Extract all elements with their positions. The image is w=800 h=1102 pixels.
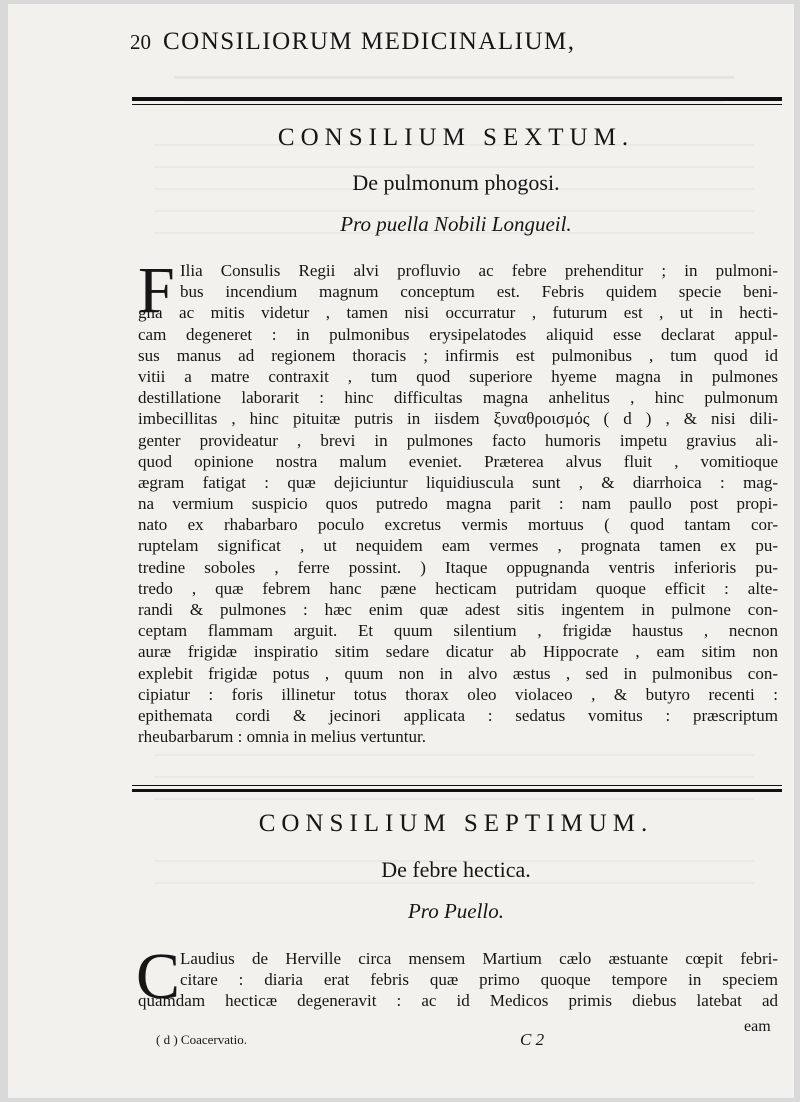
text-line: nato ex rhabarbaro poculo excretus vermis mortuus ( quod tantam cor- — [138, 515, 778, 535]
text-line: quamdam hecticæ degeneravit : ac id Medicos primis diebus latebat ad — [138, 991, 778, 1011]
text-line: Laudius de Herville circa mensem Martium cælo æstuante cœpit febri- — [180, 949, 778, 968]
running-title: CONSILIORUM MEDICINALIUM, — [163, 28, 576, 55]
text-line: cipiatur : foris illinetur totus thorax oleo violaceo , & butyro recenti : — [138, 684, 778, 704]
section-subtitle: De pulmonum phogosi. — [352, 170, 560, 195]
page-number: 20 — [130, 30, 151, 54]
section-rule-thick — [132, 789, 782, 792]
section-dedication: Pro Puello. — [407, 899, 505, 923]
header-rule-thin — [132, 104, 782, 105]
footnote: ( d ) Coacervatio. — [156, 1032, 247, 1047]
catchword: eam — [744, 1018, 771, 1035]
book-page — [8, 4, 794, 1098]
section-body — [138, 948, 778, 1012]
section-heading: CONSILIUM SEPTIMUM. — [258, 810, 654, 837]
text-line: tredo , quæ febrem hanc pæne hecticam putridam quoque efficit : alte- — [138, 578, 778, 598]
text-line: destillatione laborarit : hinc difficultas magna anhelitus , hinc pulmonum — [138, 388, 778, 408]
text-line: Ilia Consulis Regii alvi profluvio ac febre prehenditur ; in pulmoni- — [180, 261, 778, 280]
text-line: tredine soboles , ferre possint. ) Itaque oppugnanda ventris inferioris pu- — [138, 557, 778, 577]
text-line: cam degeneret : in pulmonibus erysipelatodes aliquid esse declarat appul- — [138, 324, 778, 344]
text-line: ruptelam significat , ut nequidem eam vermes , prognata tamen ex pu- — [138, 536, 778, 556]
section-subtitle: De febre hectica. — [381, 857, 531, 882]
text-line: vitii a matre contraxit , tum quod superiore hyeme magna in pulmones — [138, 366, 778, 386]
drop-capital: F — [138, 254, 175, 327]
text-line: genter provideatur , brevi in pulmones facto humoris impetu gravius ali- — [138, 430, 778, 450]
text-line: randi & pulmones : hæc enim quæ adest sitis ingentem in pulmone con- — [138, 600, 778, 619]
drop-capital: C — [136, 940, 181, 1013]
signature-mark: C 2 — [520, 1030, 545, 1049]
text-line: imbecillitas , hinc pituitæ putris in iisdem ξυναθροισμός ( d ) , & nisi dili- — [138, 409, 779, 429]
text-line: na vermium suspicio quos putredo magna parit : nam paullo post propi- — [138, 494, 778, 514]
text-line: quod opinione nostra malum eveniet. Præterea alvus fluit , vomitioque — [138, 451, 778, 471]
text-line: ægram fatigat : quæ dejiciuntur liquidiuscula sunt , & diarrhoica : mag- — [138, 472, 778, 492]
section-rule-thin — [132, 785, 782, 786]
text-line: gna ac mitis videtur , tamen nisi occurratur , futurum est , ut in hecti- — [138, 303, 778, 323]
text-line: ceptam flammam arguit. Et quum silentium , frigidæ haustus , necnon — [138, 621, 778, 641]
section-heading: CONSILIUM SEXTUM. — [277, 124, 635, 151]
section-body — [138, 254, 779, 747]
text-line: citare : diaria erat febris quæ primo quoque tempore in speciem — [180, 970, 778, 990]
text-line: explebit frigidæ potus , quum non in alvo æstus , sed in pulmonibus con- — [138, 663, 778, 683]
text-line: rheubarbarum : omnia in melius vertuntur. — [138, 727, 426, 747]
text-line: sus manus ad regionem thoracis ; infirmis est pulmonibus , tum quod id — [138, 345, 778, 365]
running-head — [130, 28, 576, 56]
text-line: bus incendium magnum conceptum est. Febris quidem specie beni- — [180, 282, 778, 302]
header-rule-thick — [132, 97, 782, 101]
text-line: epithemata cordi & jecinori applicata : sedatus vomitus : præscriptum — [138, 705, 778, 725]
text-line: auræ frigidæ inspiratio sitim sedare dicatur ab Hippocrate , eam sitim non — [138, 642, 778, 662]
section-dedication: Pro puella Nobili Longueil. — [340, 212, 572, 236]
